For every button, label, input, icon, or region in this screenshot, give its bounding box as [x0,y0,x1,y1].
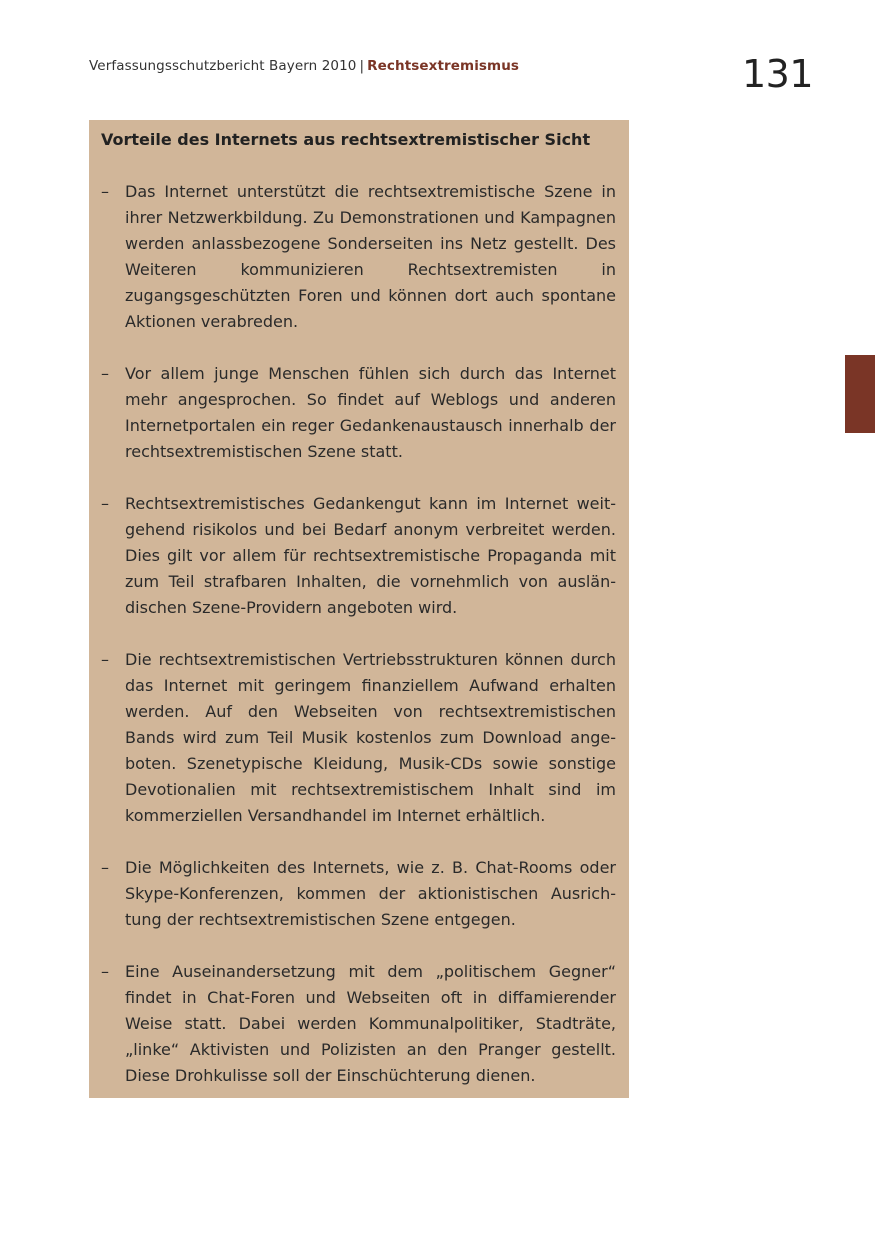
list-item [101,179,616,335]
list-item-text: Die rechtsextremistischen Vertriebsstrukturen können durch das Internet mit geringem finanziellem Aufwand erhalten werden. Auf den Webseiten von rechtsextremistischen Bands wird zum Teil Musik kostenlos zum Download angeboten. Szenetypische Kleidung, Musik-CDs sowie sonstige Devotionalien mit rechtsextremistischem Inhalt sind im kommerziellen Versandhandel im Internet erhältlich. [125,650,616,825]
list-item-text: Eine Auseinandersetzung mit dem „politischem Gegner“ findet in Chat-Foren und Webseiten oft in diffamierender Weise statt. Dabei werden Kommunalpolitiker, Stadträte, „linke“ Aktivisten und Polizisten an den Pranger gestellt. Diese Drohkulisse soll der Einschüchterung dienen. [125,962,616,1085]
list-item-text: Rechtsextremistisches Gedankengut kann im Internet weitgehend risikolos und bei Bedarf anonym verbreitet werden. Dies gilt vor allem für rechtsextremistische Propaganda mit zum Teil strafbaren Inhalten, die vornehmlich von ausländischen Szene-Providern angeboten wird. [125,494,616,617]
bullet-dash: – [101,962,109,981]
bullet-dash: – [101,650,109,669]
bullet-dash: – [101,858,109,877]
bullet-dash: – [101,494,109,513]
bullet-dash: – [101,182,109,201]
list-item [101,647,616,829]
list-item [101,855,616,933]
advantages-list [101,179,616,1089]
page-number: 131 [741,52,813,96]
list-item [101,361,616,465]
list-item-text: Die Möglichkeiten des Internets, wie z. B. Chat-Rooms oder Skype-Konferenzen, kommen der aktionistischen Ausrichtung der rechtsextremistischen Szene entgegen. [125,858,616,929]
list-item-text: Vor allem junge Menschen fühlen sich durch das Internet mehr angesprochen. So findet auf Weblogs und anderen Internetportalen ein reger Gedankenaustausch innerhalb der rechtsextremistischen Szene statt. [125,364,616,461]
list-item [101,959,616,1089]
chapter-thumb-tab [845,355,875,433]
header-separator: | [359,58,365,74]
running-header [89,58,519,74]
list-item [101,491,616,621]
list-item-text: Das Internet unterstützt die rechtsextremistische Szene in ihrer Netzwerkbildung. Zu Demonstrationen und Kampagnen werden anlassbezogene Sonderseiten ins Netz gestellt. Des Weiteren kommunizieren Rechtsextremisten in zugangsgeschützten Foren und können dort auch spontane Aktionen verabreden. [125,182,616,331]
section-title: Rechtsextremismus [367,58,520,74]
bullet-dash: – [101,364,109,383]
publication-title: Verfassungsschutzbericht Bayern 2010 [89,58,357,74]
info-box-title: Vorteile des Internets aus rechtsextremistischer Sicht [101,130,591,149]
info-box [89,120,629,1098]
